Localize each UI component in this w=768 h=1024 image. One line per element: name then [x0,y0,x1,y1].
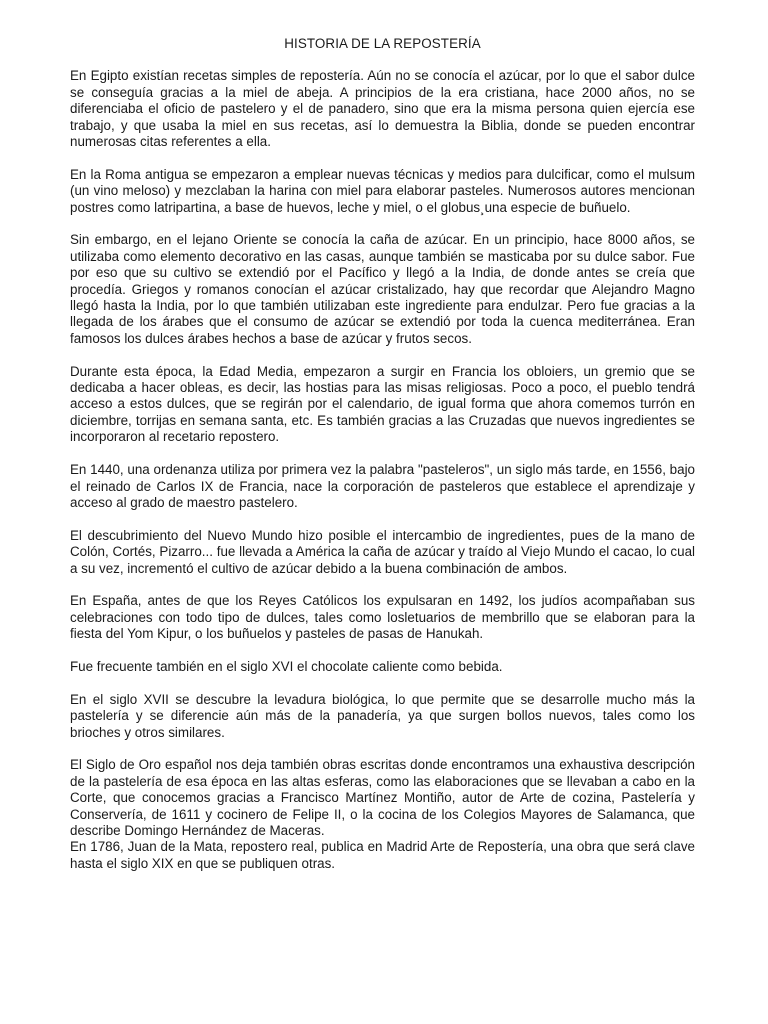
paragraph-1786: En 1786, Juan de la Mata, repostero real, publica en Madrid Arte de Repostería, una obra que será clave hasta el siglo XIX en que se publiquen otras. [70,839,695,871]
paragraph-1440: En 1440, una ordenanza utiliza por primera vez la palabra "pasteleros", un siglo más tarde, en 1556, bajo el reinado de Carlos IX de Francia, nace la corporación de pasteleros que establece el aprendizaje y acceso al grado de maestro pastelero. [70,462,695,510]
paragraph-siglo-de-oro: El Siglo de Oro español nos deja también obras escritas donde encontramos una exhaustiva descripción de la pastelería de esa época en las altas esferas, como las elaboraciones que se llevaban a cabo en la Corte, que conocemos gracias a Francisco Martínez Montiño, autor de Arte de cozina, Pastelería y Conservería, de 1611 y cocinero de Felipe II, o la cocina de los Colegios Mayores de Salamanca, que describe Domingo Hernández de Maceras. [70,757,695,838]
paragraph-egipto: En Egipto existían recetas simples de repostería. Aún no se conocía el azúcar, por lo que el sabor dulce se conseguía gracias a la miel de abeja. A principios de la era cristiana, hace 2000 años, no se diferenciaba el oficio de pastelero y el de panadero, sino que era la misma persona quien ejercía ese trabajo, y que usaba la miel en sus recetas, así lo demuestra la Biblia, donde se pueden encontrar numerosas citas referentes a ella. [70,68,695,150]
paragraph-roma: En la Roma antigua se empezaron a emplear nuevas técnicas y medios para dulcificar, como el mulsum (un vino meloso) y mezclaban la harina con miel para elaborar pasteles. Numerosos autores mencionan postres como latripartina, a base de huevos, leche y miel, o el globus¸una especie de buñuelo. [70,166,695,215]
paragraph-siglo-xvii: En el siglo XVII se descubre la levadura biológica, lo que permite que se desarrolle mucho más la pastelería y se diferencie aún más de la panadería, ya que surgen bollos nuevos, tales como los brioches y otros similares. [70,691,695,740]
paragraph-nuevo-mundo: El descubrimiento del Nuevo Mundo hizo posible el intercambio de ingredientes, pues de la mano de Colón, Cortés, Pizarro... fue llevada a América la caña de azúcar y traído al Viejo Mundo el cacao, lo cual a su vez, incrementó el cultivo de azúcar debido a la buena combinación de ambos. [70,527,695,576]
paragraph-edad-media: Durante esta época, la Edad Media, empezaron a surgir en Francia los obloiers, un gremio que se dedicaba a hacer obleas, es decir, las hostias para las misas religiosas. Poco a poco, el pueblo tendrá acceso a estos dulces, que se regirán por el calendario, de igual forma que ahora comemos turrón en diciembre, torrijas en semana santa, etc. Es también gracias a las Cruzadas que nuevos ingredientes se incorporaron al recetario repostero. [70,363,695,445]
document-title: HISTORIA DE LA REPOSTERÍA [284,36,481,51]
paragraph-siglo-xvi: Fue frecuente también en el siglo XVI el chocolate caliente como bebida. [70,658,503,674]
paragraph-espana: En España, antes de que los Reyes Católicos los expulsaran en 1492, los judíos acompañaban sus celebraciones con todo tipo de dulces, tales como losletuarios de membrillo que se elaboran para la fiesta del Yom Kipur, o los buñuelos y pasteles de pasas de Hanukah. [70,593,695,642]
paragraph-oriente: Sin embargo, en el lejano Oriente se conocía la caña de azúcar. En un principio, hace 8000 años, se utilizaba como elemento decorativo en las casas, aunque también se masticaba por su dulce sabor. Fue por eso que su cultivo se extendió por el Pacífico y llegó a la India, de donde antes se creía que procedía. Griegos y romanos conocían el azúcar cristalizado, hay que recordar que Alejandro Magno llegó hasta la India, por lo que también utilizaban este ingrediente para endulzar. Pero fue gracias a la llegada de los árabes que el consumo de azúcar se extendió por toda la cuenca mediterránea. Eran famosos los dulces árabes hechos a base de azúcar y frutos secos. [70,232,695,346]
